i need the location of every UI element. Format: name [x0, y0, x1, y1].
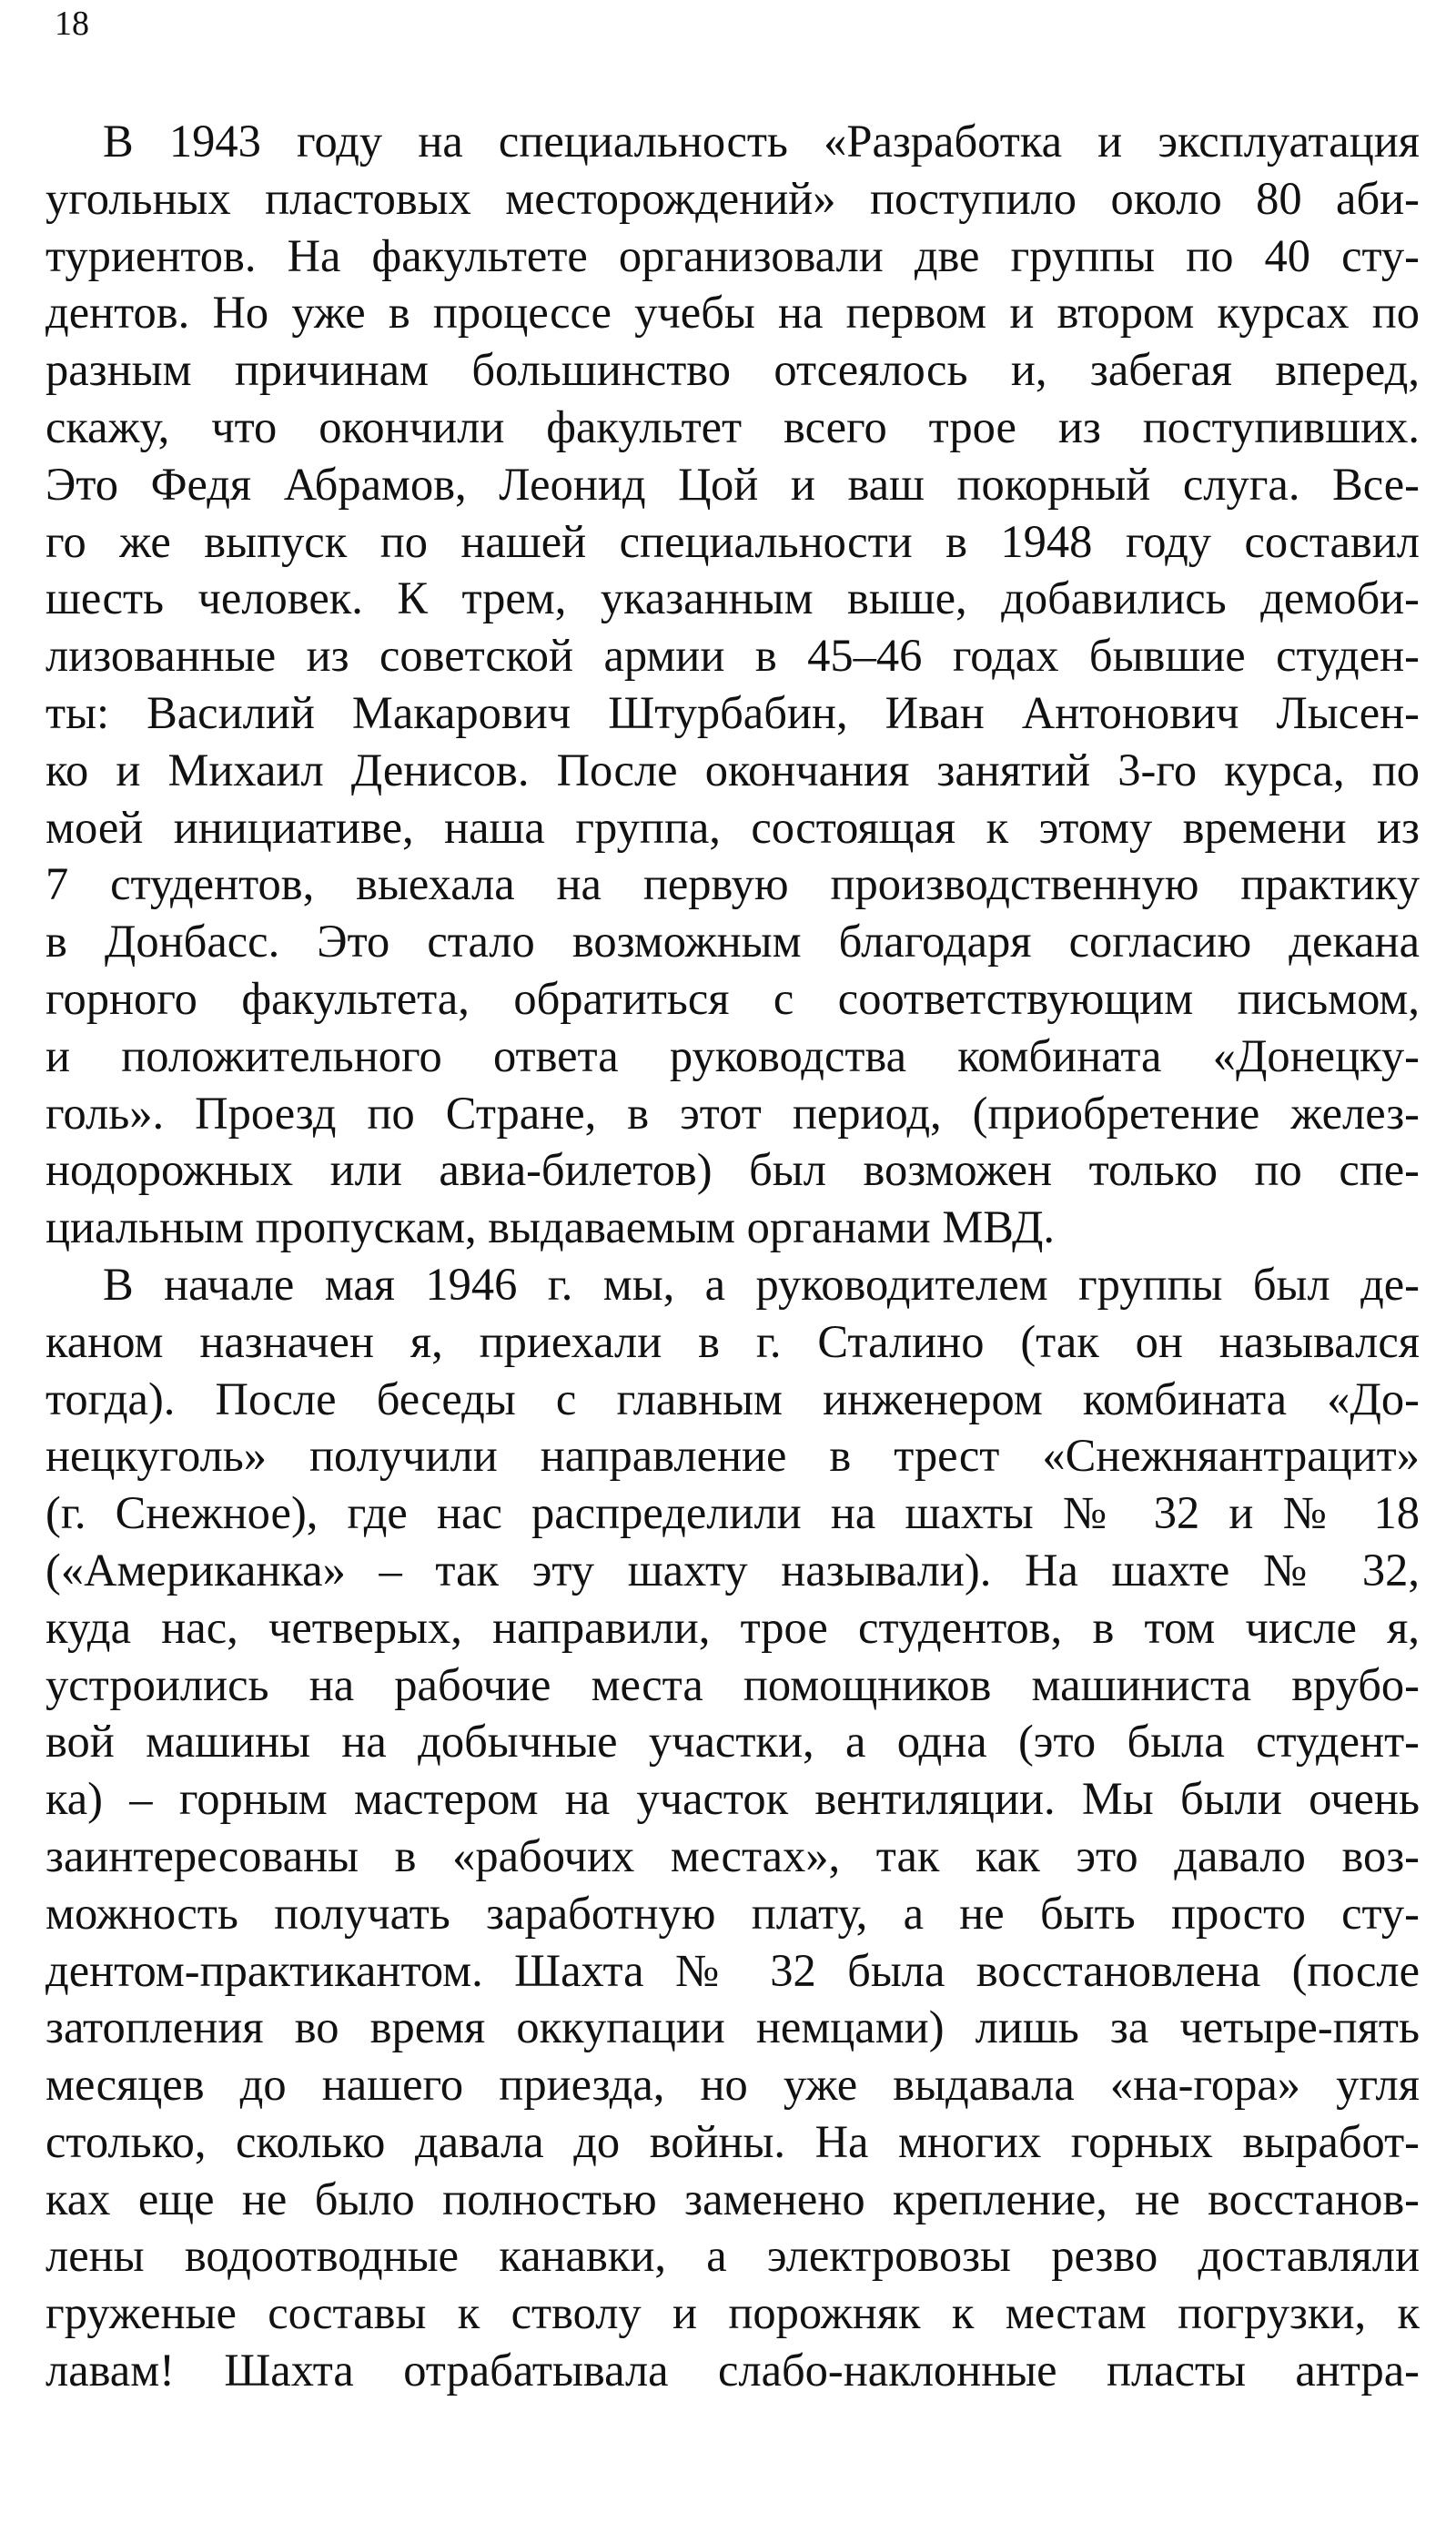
text-line: затопления во время оккупации немцами) лишь за четыре-пять [46, 2001, 1420, 2053]
text-line: груженые составы к стволу и порожняк к местам погрузки, к [46, 2287, 1420, 2339]
text-line: столько, сколько давала до войны. На многих горных выработ- [46, 2115, 1420, 2167]
text-line: каном назначен я, приехали в г. Сталино (так он назывался [46, 1315, 1420, 1367]
text-line: нецкуголь» получили направление в трест «Снежняантрацит» [46, 1430, 1420, 1482]
paragraph-1 [46, 113, 1420, 1256]
text-line: заинтересованы в «рабочих местах», так как это давало воз- [46, 1829, 1420, 1881]
text-line: ты: Василий Макарович Штурбабин, Иван Антонович Лысен- [46, 686, 1420, 738]
text-line: В начале мая 1946 г. мы, а руководителем группы был де- [103, 1258, 1420, 1310]
text-line: лавам! Шахта отрабатывала слабо-наклонные пласты антра- [46, 2345, 1420, 2396]
text-line: туриентов. На факультете организовали две группы по 40 сту- [46, 229, 1420, 281]
text-line: разным причинам большинство отсеялось и, забегая вперед, [46, 344, 1420, 396]
text-line: Это Федя Абрамов, Леонид Цой и ваш покорный слуга. Все- [46, 458, 1420, 510]
text-line: циальным пропускам, выдаваемым органами МВД. [46, 1201, 1056, 1253]
text-line: месяцев до нашего приезда, но уже выдавала «на-гора» угля [46, 2059, 1420, 2111]
text-line: в Донбасс. Это стало возможным благодаря согласию декана [46, 916, 1420, 968]
text-line: тогда). После беседы с главным инженером комбината «До- [46, 1373, 1420, 1424]
text-line: В 1943 году на специальность «Разработка и эксплуатация [103, 116, 1420, 167]
text-line: куда нас, четверых, направили, трое студентов, в том числе я, [46, 1601, 1420, 1653]
text-line: ко и Михаил Денисов. После окончания занятий 3-го курса, по [46, 744, 1420, 795]
page-number: 18 [55, 5, 89, 43]
text-line: шесть человек. К трем, указанным выше, добавились демоби- [46, 572, 1420, 624]
text-line: и положительного ответа руководства комбината «Донецку- [46, 1029, 1420, 1081]
text-line: (г. Снежное), где нас распределили на шахты № 32 и № 18 [46, 1487, 1420, 1539]
text-line: моей инициативе, наша группа, состоящая к этому времени из [46, 801, 1420, 853]
text-line: нодорожных или авиа-билетов) был возможен только по спе- [46, 1144, 1420, 1196]
text-line: («Американка» – так эту шахту называли). На шахте № 32, [46, 1544, 1420, 1596]
text-line: можность получать заработную плату, а не быть просто сту- [46, 1887, 1420, 1939]
text-line: вой машины на добычные участки, а одна (это была студент- [46, 1716, 1420, 1768]
text-line: лены водоотводные канавки, а электровозы резво доставляли [46, 2230, 1420, 2282]
text-line: голь». Проезд по Стране, в этот период, (приобретение желез- [46, 1087, 1420, 1139]
paragraph-2 [46, 1256, 1420, 2399]
body-text [46, 113, 1420, 2399]
text-line: скажу, что окончили факультет всего трое из поступивших. [46, 400, 1420, 452]
text-line: устроились на рабочие места помощников машиниста врубо- [46, 1658, 1420, 1710]
text-line: ках еще не было полностью заменено крепление, не восстанов- [46, 2173, 1420, 2224]
text-line: угольных пластовых месторождений» поступило около 80 аби- [46, 172, 1420, 224]
text-line: ка) – горным мастером на участок вентиляции. Мы были очень [46, 1773, 1420, 1825]
text-line: 7 студентов, выехала на первую производственную практику [46, 858, 1420, 910]
text-line: дентом-практикантом. Шахта № 32 была восстановлена (после [46, 1944, 1420, 1996]
text-line: горного факультета, обратиться с соответствующим письмом, [46, 972, 1420, 1024]
text-line: лизованные из советской армии в 45–46 годах бывшие студен- [46, 630, 1420, 682]
text-line: го же выпуск по нашей специальности в 1948 году составил [46, 515, 1420, 567]
text-line: дентов. Но уже в процессе учебы на первом и втором курсах по [46, 287, 1420, 339]
